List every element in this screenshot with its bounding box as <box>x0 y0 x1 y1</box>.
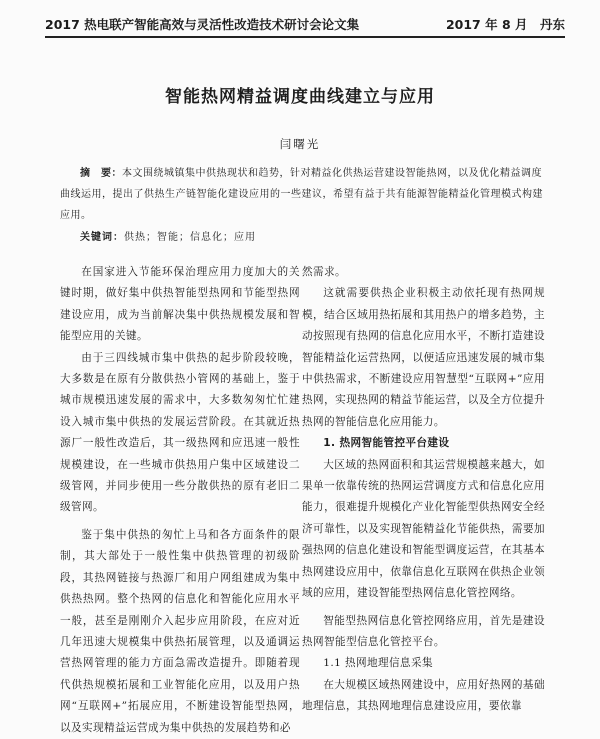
right-paragraph-2: 这就需要供热企业积极主动依托现有热网规模，结合区域用热拓展和其用热户的增多趋势，主动按照现有热网的信息化应用水平，不断打造建设智能精益化运营热网，以便适应迅速发展的城市集中供热需求，不断建设应用智慧型“互联网+”应用热网，实现热网的精益节能运营，以及全方位提升热网的智能信息化应用能力。 <box>302 287 545 428</box>
paper-author: 闫曙光 <box>279 137 321 151</box>
paper-title: 智能热网精益调度曲线建立与应用 <box>165 87 435 107</box>
right-paragraph-1: 然需求。 <box>302 266 346 278</box>
section-heading-1: 1. 热网智能管控平台建设 <box>323 437 450 450</box>
abstract <box>60 163 544 226</box>
keywords <box>80 228 256 243</box>
keywords-label: 关键词： <box>80 232 124 243</box>
running-header <box>45 9 565 38</box>
abstract-text: 本文围绕城镇集中供热现状和趋势，针对精益化供热运营建设智能热网，以及优化精益调度曲线运用，提出了供热生产链智能化建设应用的一些建议，希望有益于共有能源智能精益化管理模式构建应用。 <box>60 168 543 221</box>
right-paragraph-3: 大区域的热网面积和其运营规模越来越大，如果单一依靠传统的热网运营调度方式和信息化应用能力，很难提升规模化产业化智能型供热网安全经济可靠性，以及实现智能精益化节能供热，需要加强热网的信息化建设和智能型调度运营，在其基本热网建设应用中，依靠信息化互联网在供热企业领域的应用，建设智能型热网信息化管控网络。 <box>302 458 545 600</box>
right-column <box>302 262 545 718</box>
keywords-text: 供热；智能；信息化；应用 <box>124 232 256 243</box>
right-paragraph-5: 在大规模区域热网建设中，应用好热网的基础地理信息，其热网地理信息建设应用，要依靠 <box>302 678 545 713</box>
left-column <box>60 262 300 739</box>
left-paragraph-3: 鉴于集中供热的匆忙上马和各方面条件的限制，其大部处于一般性集中供热管理的初级阶段，其热网链接与热源厂和用户网组建成为集中供热热网。整个热网的信息化和智能化应用水平一般，甚至是刚刚介入起步应用阶段，在应对近几年迅速大规模集中供热拓展管理，以及通调运营热网管理的能力方面急需改造提升。即随着现代供热规模拓展和工业智能化应用，以及用户热网“互联网+”拓展应用，不断建设智能型热网，以及实现精益运营成为集中供热的发展趋势和必 <box>60 528 300 734</box>
right-paragraph-4: 智能型热网信息化管控网络应用，首先是建设热网智能型信息化管控平台。 <box>302 614 545 648</box>
header-left: 2017 热电联产智能高效与灵活性改造技术研讨会论文集 <box>45 17 360 32</box>
left-paragraph-1: 在国家进入节能环保治理应用力度加大的关键时期，做好集中供热智能型热网和节能型热网建设应用，成为当前解决集中供热规模发展和智能型应用的关键。 <box>60 266 300 343</box>
subsection-heading-1-1: 1.1 热网地理信息采集 <box>323 657 433 670</box>
header-right: 2017 年 8 月 丹东 <box>445 17 565 32</box>
left-paragraph-2: 由于三四线城市集中供热的起步阶段较晚，大多数是在原有分散供热小管网的基础上，鉴于城市规模迅速发展的需求中，大多数匆匆忙忙建设入城市集中供热的发展运营阶段。在其就近热源厂一般性改造后，其一级热网和应迅速一般性规模建设，在一些城市供热用户集中区域建设二级管网，并同步使用一些分散供热的原有老旧二级管网。 <box>60 351 300 514</box>
abstract-label: 摘 要： <box>80 168 122 179</box>
